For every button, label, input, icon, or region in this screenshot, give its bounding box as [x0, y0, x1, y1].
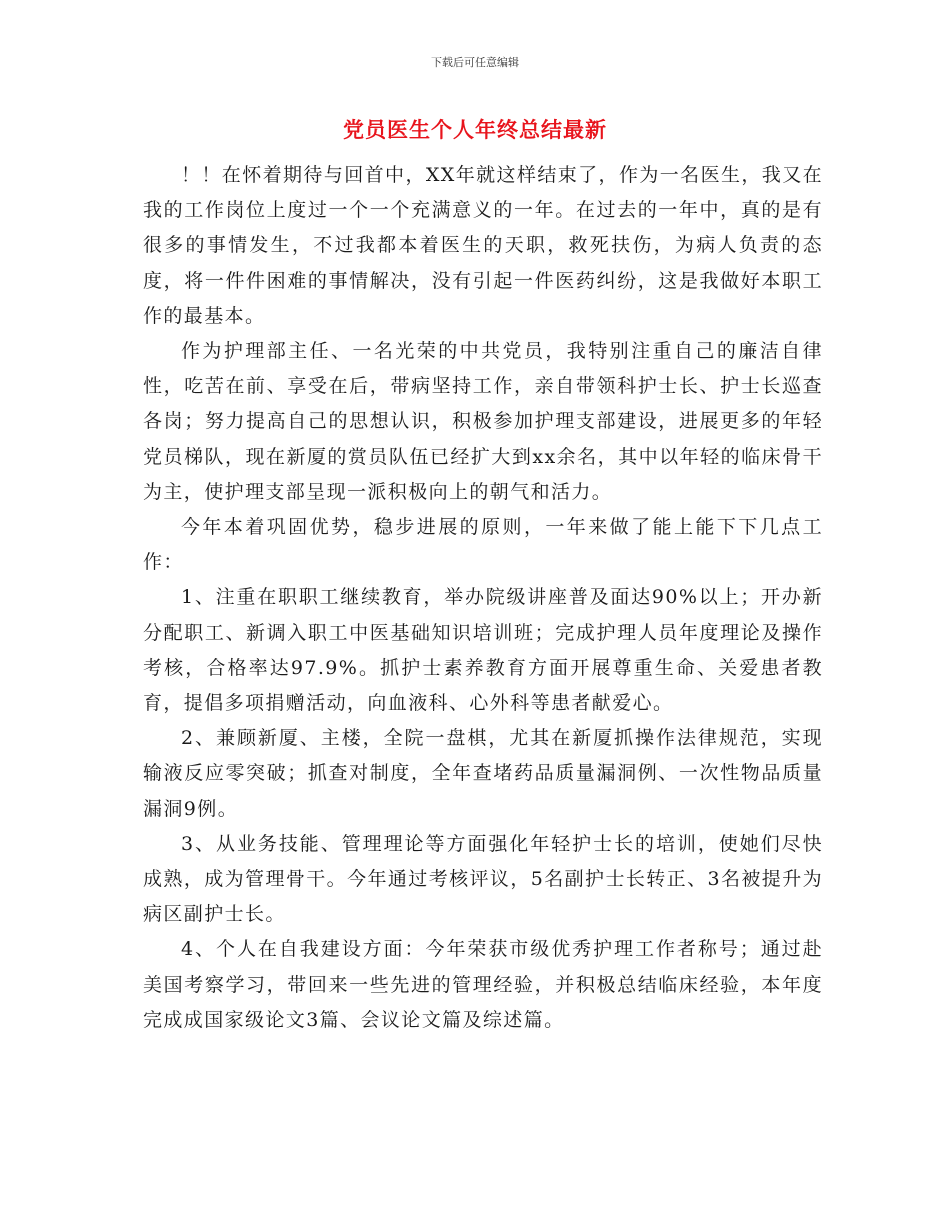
document-title: 党员医生个人年终总结最新 [343, 118, 607, 142]
paragraph-item-4: 4、个人在自我建设方面：今年荣获市级优秀护理工作者称号；通过赴美国考察学习，带回来一些先进的管理经验，并积极总结临床经验，本年度完成成国家级论文3篇、会议论文篇及综述篇。 [143, 938, 823, 1031]
paragraph-item-3: 3、从业务技能、管理理论等方面强化年轻护士长的培训，使她们尽快成熟，成为管理骨干。今年通过考核评议，5名副护士长转正、3名被提升为病区副护士长。 [143, 832, 823, 926]
paragraph-party-role: 作为护理部主任、一名光荣的中共党员，我特别注重自己的廉洁自律性，吃苦在前、享受在后，带病坚持工作，亲自带领科护士长、护士长巡查各岗；努力提高自己的思想认识，积极参加护理支部建设，进展更多的年轻党员梯队，现在新厦的赏员队伍已经扩大到xx余名，其中以年轻的临床骨干为主，使护理支部呈现一派积极向上的朝气和活力。 [143, 340, 823, 503]
paragraph-work-principle: 今年本着巩固优势，稳步进展的原则，一年来做了能上能下下几点工作： [143, 516, 823, 574]
paragraph-intro: ！！在怀着期待与回首中，XX年就这样结束了，作为一名医生，我又在我的工作岗位上度过一个一个充满意义的一年。在过去的一年中，真的是有很多的事情发生，不过我都本着医生的天职，救死扶伤，为病人负责的态度，将一件件困难的事情解决，没有引起一件医药纠纷，这是我做好本职工作的最基本。 [143, 164, 823, 327]
header-note: 下载后可任意编辑 [431, 56, 519, 69]
paragraph-item-1: 1、注重在职职工继续教育，举办院级讲座普及面达90%以上；开办新分配职工、新调入职工中医基础知识培训班；完成护理人员年度理论及操作考核，合格率达97.9%。抓护士素养教育方面开展尊重生命、关爱患者教育，提倡多项捐赠活动，向血液科、心外科等患者献爱心。 [143, 586, 823, 715]
paragraph-item-2: 2、兼顾新厦、主楼，全院一盘棋，尤其在新厦抓操作法律规范，实现输液反应零突破；抓查对制度，全年查堵药品质量漏洞例、一次性物品质量漏洞9例。 [143, 727, 823, 820]
document-body [143, 158, 823, 1038]
